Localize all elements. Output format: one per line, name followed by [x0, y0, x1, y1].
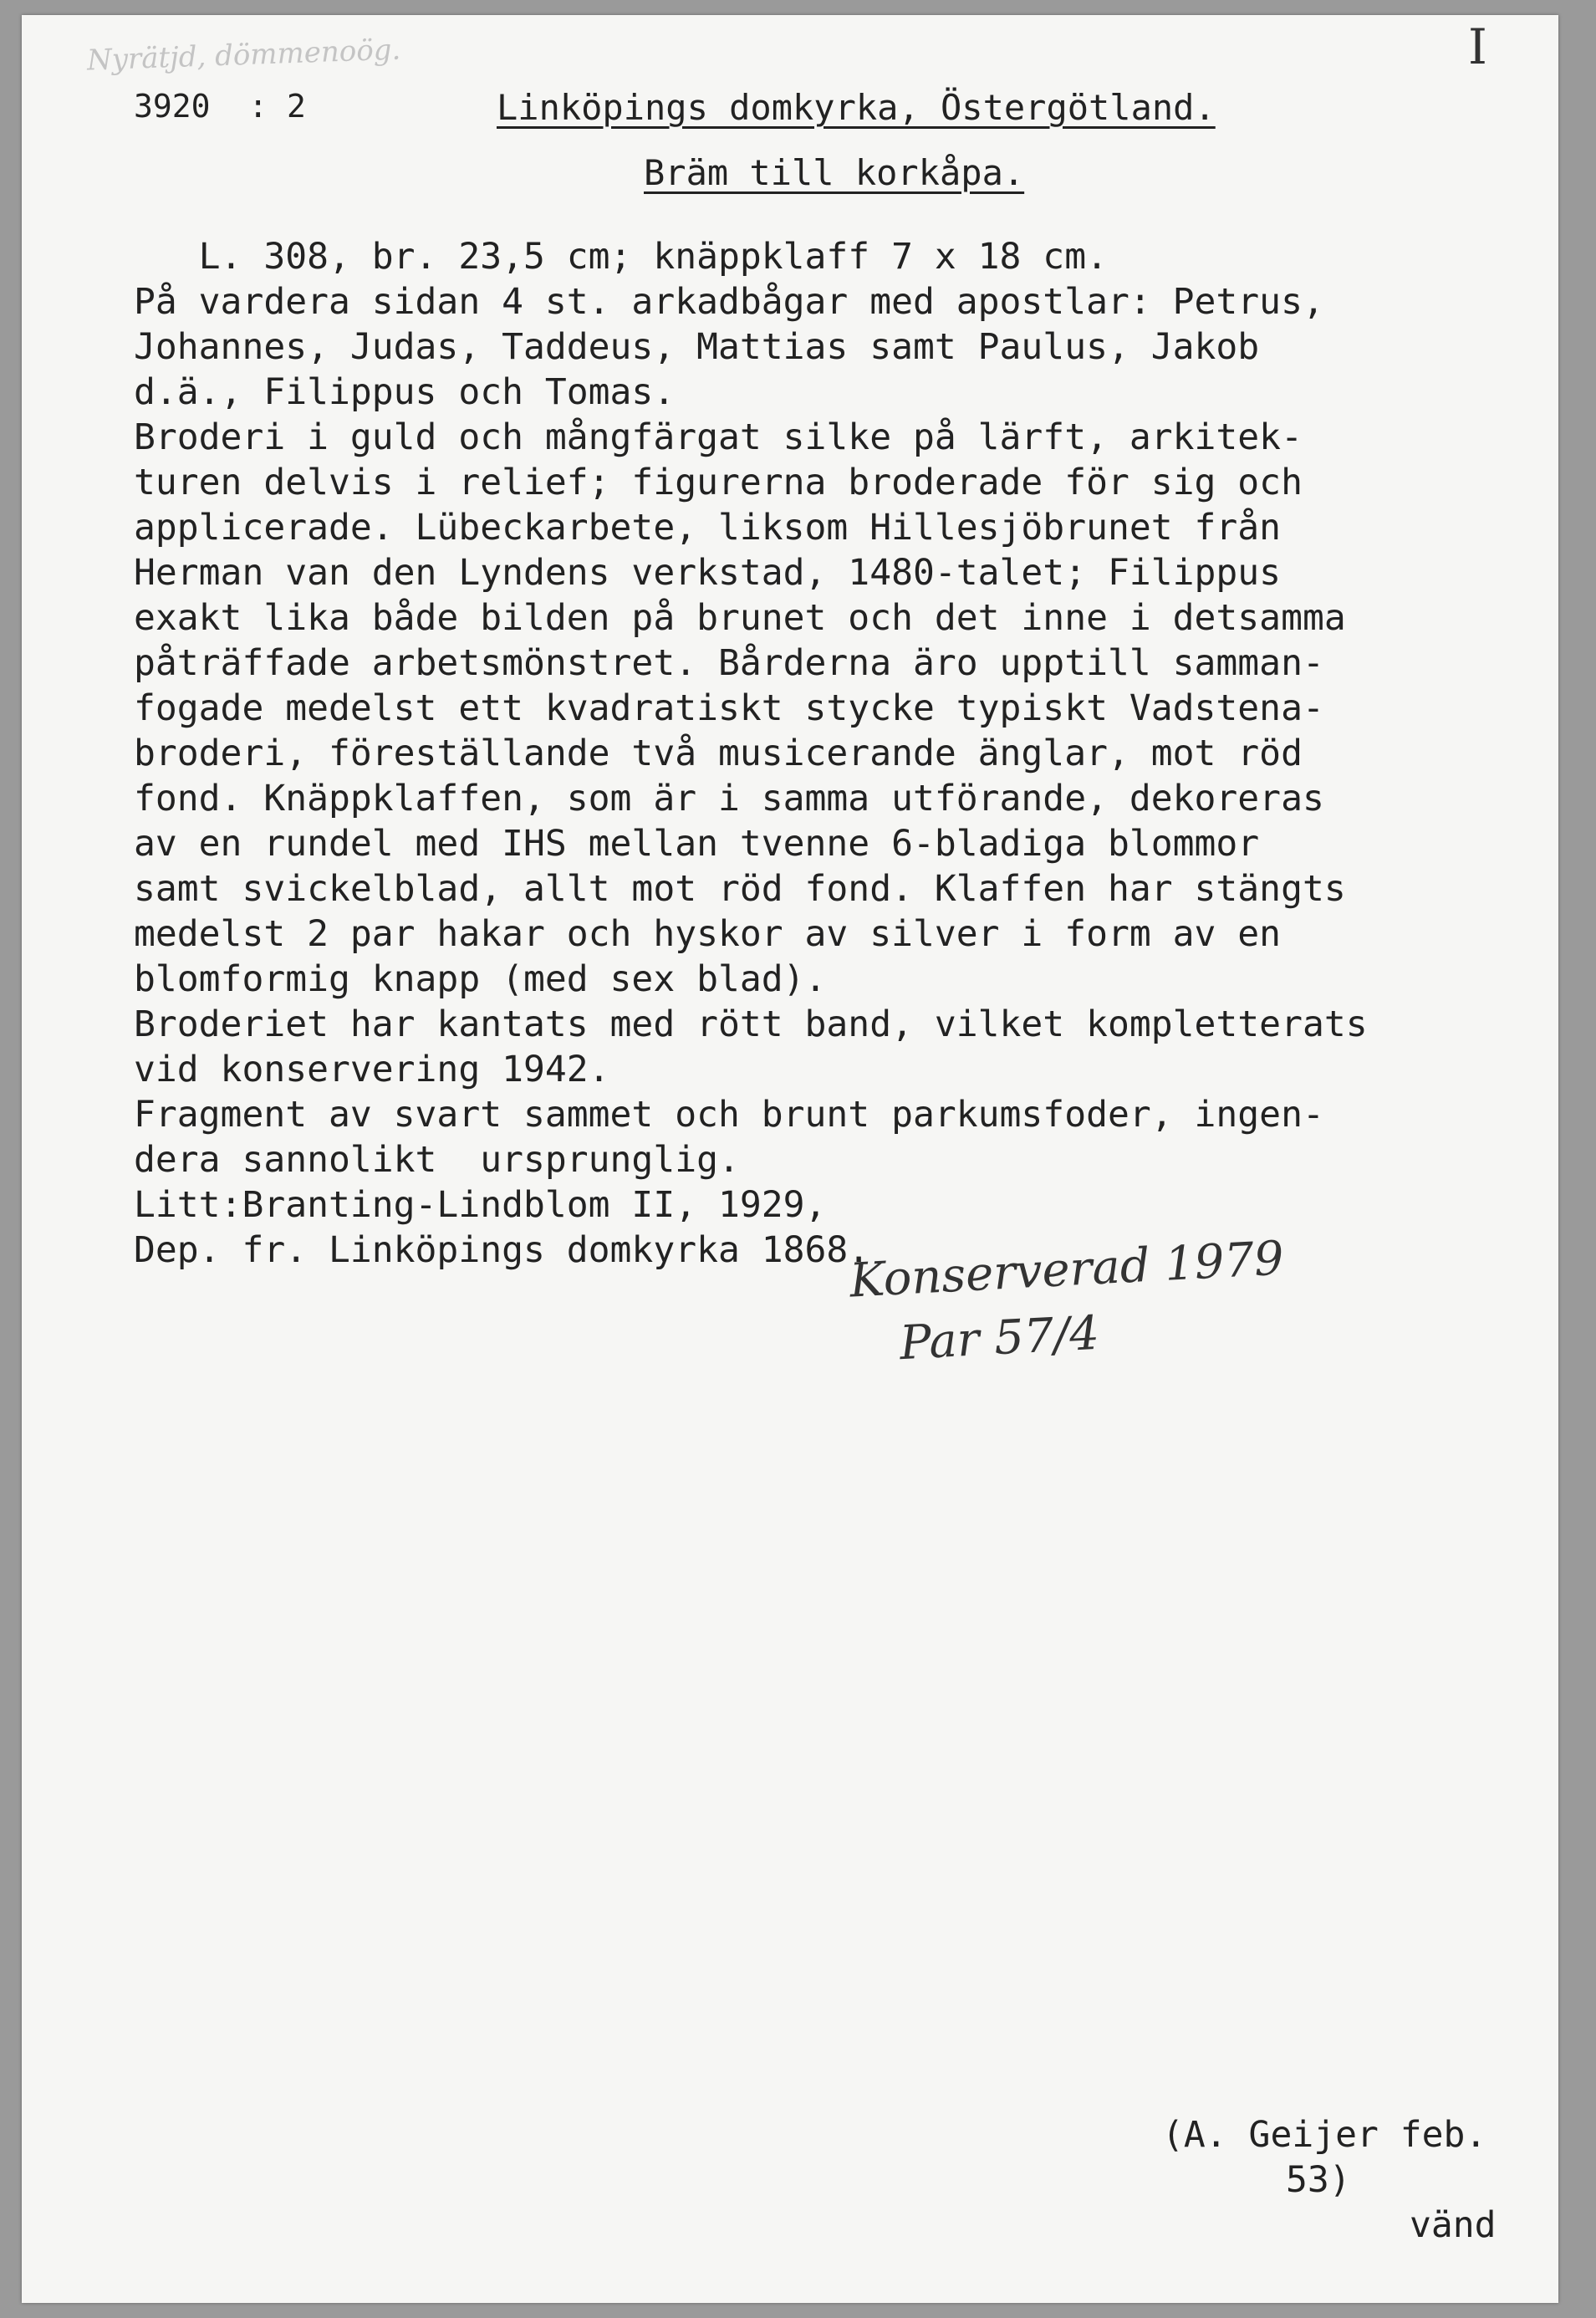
- handwritten-reference-note: Par 57/4: [898, 1305, 1101, 1371]
- body-line: applicerade. Lübeckarbete, liksom Hillesjöbrunet från: [134, 507, 1282, 549]
- body-line: Johannes, Judas, Taddeus, Mattias samt Paulus, Jakob: [134, 326, 1260, 368]
- body-line: Broderi i guld och mångfärgat silke på lärft, arkitek-: [134, 416, 1303, 458]
- body-line: medelst 2 par hakar och hyskor av silver i form av en: [134, 913, 1282, 955]
- object-title: Bräm till korkåpa.: [644, 152, 1025, 193]
- body-line: d.ä., Filippus och Tomas.: [134, 371, 676, 413]
- body-line: Dep. fr. Linköpings domkyrka 1868.: [134, 1229, 870, 1271]
- pencil-annotation: Nyrätjd, dömmenoög.: [86, 33, 401, 78]
- catalog-number: 3920 : 2: [134, 88, 306, 125]
- location-heading: Linköpings domkyrka, Östergötland.: [497, 87, 1216, 128]
- handwritten-conservation-note: Konserverad 1979: [848, 1231, 1286, 1309]
- body-line: turen delvis i relief; figurerna broderade för sig och: [134, 462, 1303, 503]
- body-line: blomformig knapp (med sex blad).: [134, 958, 827, 1000]
- body-line: Broderiet har kantats med rött band, vilket kompletterats: [134, 1003, 1368, 1045]
- body-line: fond. Knäppklaffen, som är i samma utförande, dekoreras: [134, 778, 1324, 819]
- author-signature-line-2: 53): [1286, 2159, 1351, 2201]
- body-line: exakt lika både bilden på brunet och det inne i detsamma: [134, 597, 1346, 639]
- body-line: Litt:Branting-Lindblom II, 1929,: [134, 1184, 827, 1226]
- body-line: påträffade arbetsmönstret. Bårderna äro upptill samman-: [134, 642, 1324, 684]
- body-line: vid konservering 1942.: [134, 1049, 610, 1090]
- turn-over-note: vänd: [1410, 2204, 1497, 2246]
- body-line: På vardera sidan 4 st. arkadbågar med apostlar: Petrus,: [134, 281, 1324, 323]
- body-line: Fragment av svart sammet och brunt parkumsfoder, ingen-: [134, 1094, 1324, 1136]
- body-line: broderi, föreställande två musicerande änglar, mot röd: [134, 733, 1303, 774]
- body-line: samt svickelblad, allt mot röd fond. Klaffen har stängts: [134, 868, 1346, 910]
- body-line: av en rundel med IHS mellan tvenne 6-bladiga blommor: [134, 823, 1260, 865]
- body-line: dera sannolikt ursprunglig.: [134, 1139, 740, 1181]
- body-line: fogade medelst ett kvadratiskt stycke typiskt Vadstena-: [134, 687, 1324, 729]
- catalog-card: [22, 15, 1558, 2303]
- body-line: L. 308, br. 23,5 cm; knäppklaff 7 x 18 cm.: [134, 236, 1108, 278]
- volume-mark: I: [1468, 18, 1487, 75]
- body-line: Herman van den Lyndens verkstad, 1480-talet; Filippus: [134, 552, 1282, 594]
- author-signature-line-1: (A. Geijer feb.: [1162, 2114, 1487, 2156]
